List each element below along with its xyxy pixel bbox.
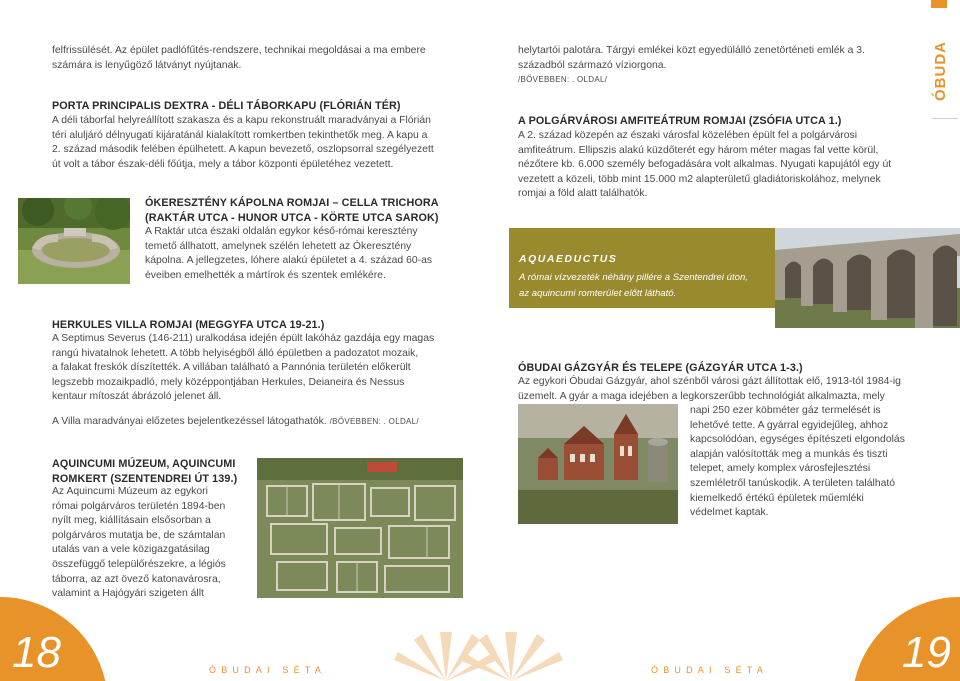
page-number-right: 19 (902, 628, 951, 677)
right-intro: helytartói palotára. Tárgyi emlékei közt egyedülálló zenetörténeti emlék a 3. századból származó víziorgona. /BŐVEBBEN: . OLDAL/ (518, 45, 865, 85)
herkules-note: A Villa maradványai előzetes bejelentkezéssel látogathatók. /BŐVEBBEN: . OLDAL/ (52, 416, 419, 427)
gazgyar-text-right: napi 250 ezer köbméter gáz termelését is lehetővé tette. A gyárral egyidejűleg, ahhoz kapcsolódóan, egységes építészeti elgondolás alapján valósították meg a munkás és tiszti telepet, amely komplex városfejlesztési szemléletről tanúskodik. A területen található kiemelkedő értékű épületek műemléki védelmet kaptak. (690, 405, 905, 519)
aquincumi-title: AQUINCUMI MÚZEUM, AQUINCUMI ROMKERT (SZENTENDREI ÚT 139.) (52, 458, 238, 485)
porta-text: A déli táborfal helyreállított szakasza és a kapu rekonstruált maradványai a Flórián téri aluljáró délnyugati kijáratánál kialakított romkertben tekinthetők meg. A kapu a 2. század második felében épülhetett. A kapun bevezető, oszlopsorral szegélyezett út volt a tábor észak-déli főútja, mely a tábor központi épületéhez vezetett. (52, 115, 434, 170)
porta-title: PORTA PRINCIPALIS DEXTRA - DÉLI TÁBORKAPU (FLÓRIÁN TÉR) (52, 100, 401, 112)
footer-right: ÓBUDAI SÉTA (651, 665, 769, 675)
herkules-text: A Septimus Severus (146-211) uralkodása idején épült lakóház gazdája egy magas rangú hivatalnok lehetett. A több helyiségből álló épületben a padozatot mozaik, a falakat freskók díszítették. A villában található a Pannónia területén előkerült legszebb mozaikpadló, mely középpontjában Herkules, Deianeira és Nessus kentaur mítoszát ábrázoló jelenet áll. (52, 333, 435, 403)
obuda-logo: ÓBUDA (932, 41, 949, 101)
gasworks-photo (518, 404, 678, 524)
aquaeductus-text: A római vízvezeték néhány pillére a Szentendrei úton, az aquincumi romterület előtt látható. (519, 272, 748, 299)
gazgyar-title: ÓBUDAI GÁZGYÁR ÉS TELEPE (GÁZGYÁR UTCA 1-3.) (518, 362, 803, 374)
left-intro: felfrissülését. Az épület padlófűtés-rendszere, technikai megoldásai a ma embere számára is lenyűgöző látványt nyújtanak. (52, 45, 426, 71)
aquaeductus-title: AQUAEDUCTUS (519, 254, 618, 265)
aqueduct-photo (775, 228, 960, 328)
kapolna-text: A Raktár utca északi oldalán egykor késő-római keresztény temető állhatott, amelynek szélén lehetett az Ókeresztény kápolna. A jellegzetes, lóhere alakú épületet a 4. század 60-as éveiben emelhették a mártírok és szentek emlékére. (145, 226, 433, 281)
footer-left: ÓBUDAI SÉTA (209, 665, 327, 675)
sun-motif-right (455, 612, 567, 681)
chapel-ruins-photo (18, 198, 130, 284)
logo-divider (932, 118, 958, 119)
brand-tab (931, 0, 947, 8)
amfiteatrum-text: A 2. század közepén az északi városfal közelében épült fel a polgárvárosi amfiteátrum. Ellipszis alakú küzdőterét egy három méter magas fal vette körül, nézőtere kb. 6.000 személy befogadására volt alkalmas. Nyugati kapujától egy út vezetett a közeli, több mint 15.000 m2 alapterületű gladiátoriskolához, melynek romjai a föld alatt találhatók. (518, 130, 892, 200)
aquincumi-text: Az Aquincumi Múzeum az egykori római polgárváros területén 1894-ben nyílt meg, kiállításain elsősorban a polgárváros mutatja be, de számtalan utalás van a vele közigazgatásilag összefüggő települőrészekre, a légiós táborra, az azt övező katonavárosra, valamint a Hajógyári szigeten állt (52, 486, 226, 600)
aquincum-aerial-photo (257, 458, 463, 598)
page-number-left: 18 (12, 628, 61, 677)
herkules-title: HERKULES VILLA ROMJAI (MEGGYFA UTCA 19-21.) (52, 319, 325, 331)
amfiteatrum-title: A POLGÁRVÁROSI AMFITEÁTRUM ROMJAI (ZSÓFIA UTCA 1.) (518, 115, 842, 127)
gazgyar-text: Az egykori Óbudai Gázgyár, ahol szénből városi gázt állítottak elő, 1913-tól 1984-ig üzemelt. A gyár a maga idejében a legkorszerűbb technológiát alkalmazta, mely (518, 376, 901, 402)
kapolna-title: ÓKERESZTÉNY KÁPOLNA ROMJAI – CELLA TRICHORA (RAKTÁR UTCA - HUNOR UTCA - KÖRTE UTCA SAROK) (145, 197, 439, 224)
